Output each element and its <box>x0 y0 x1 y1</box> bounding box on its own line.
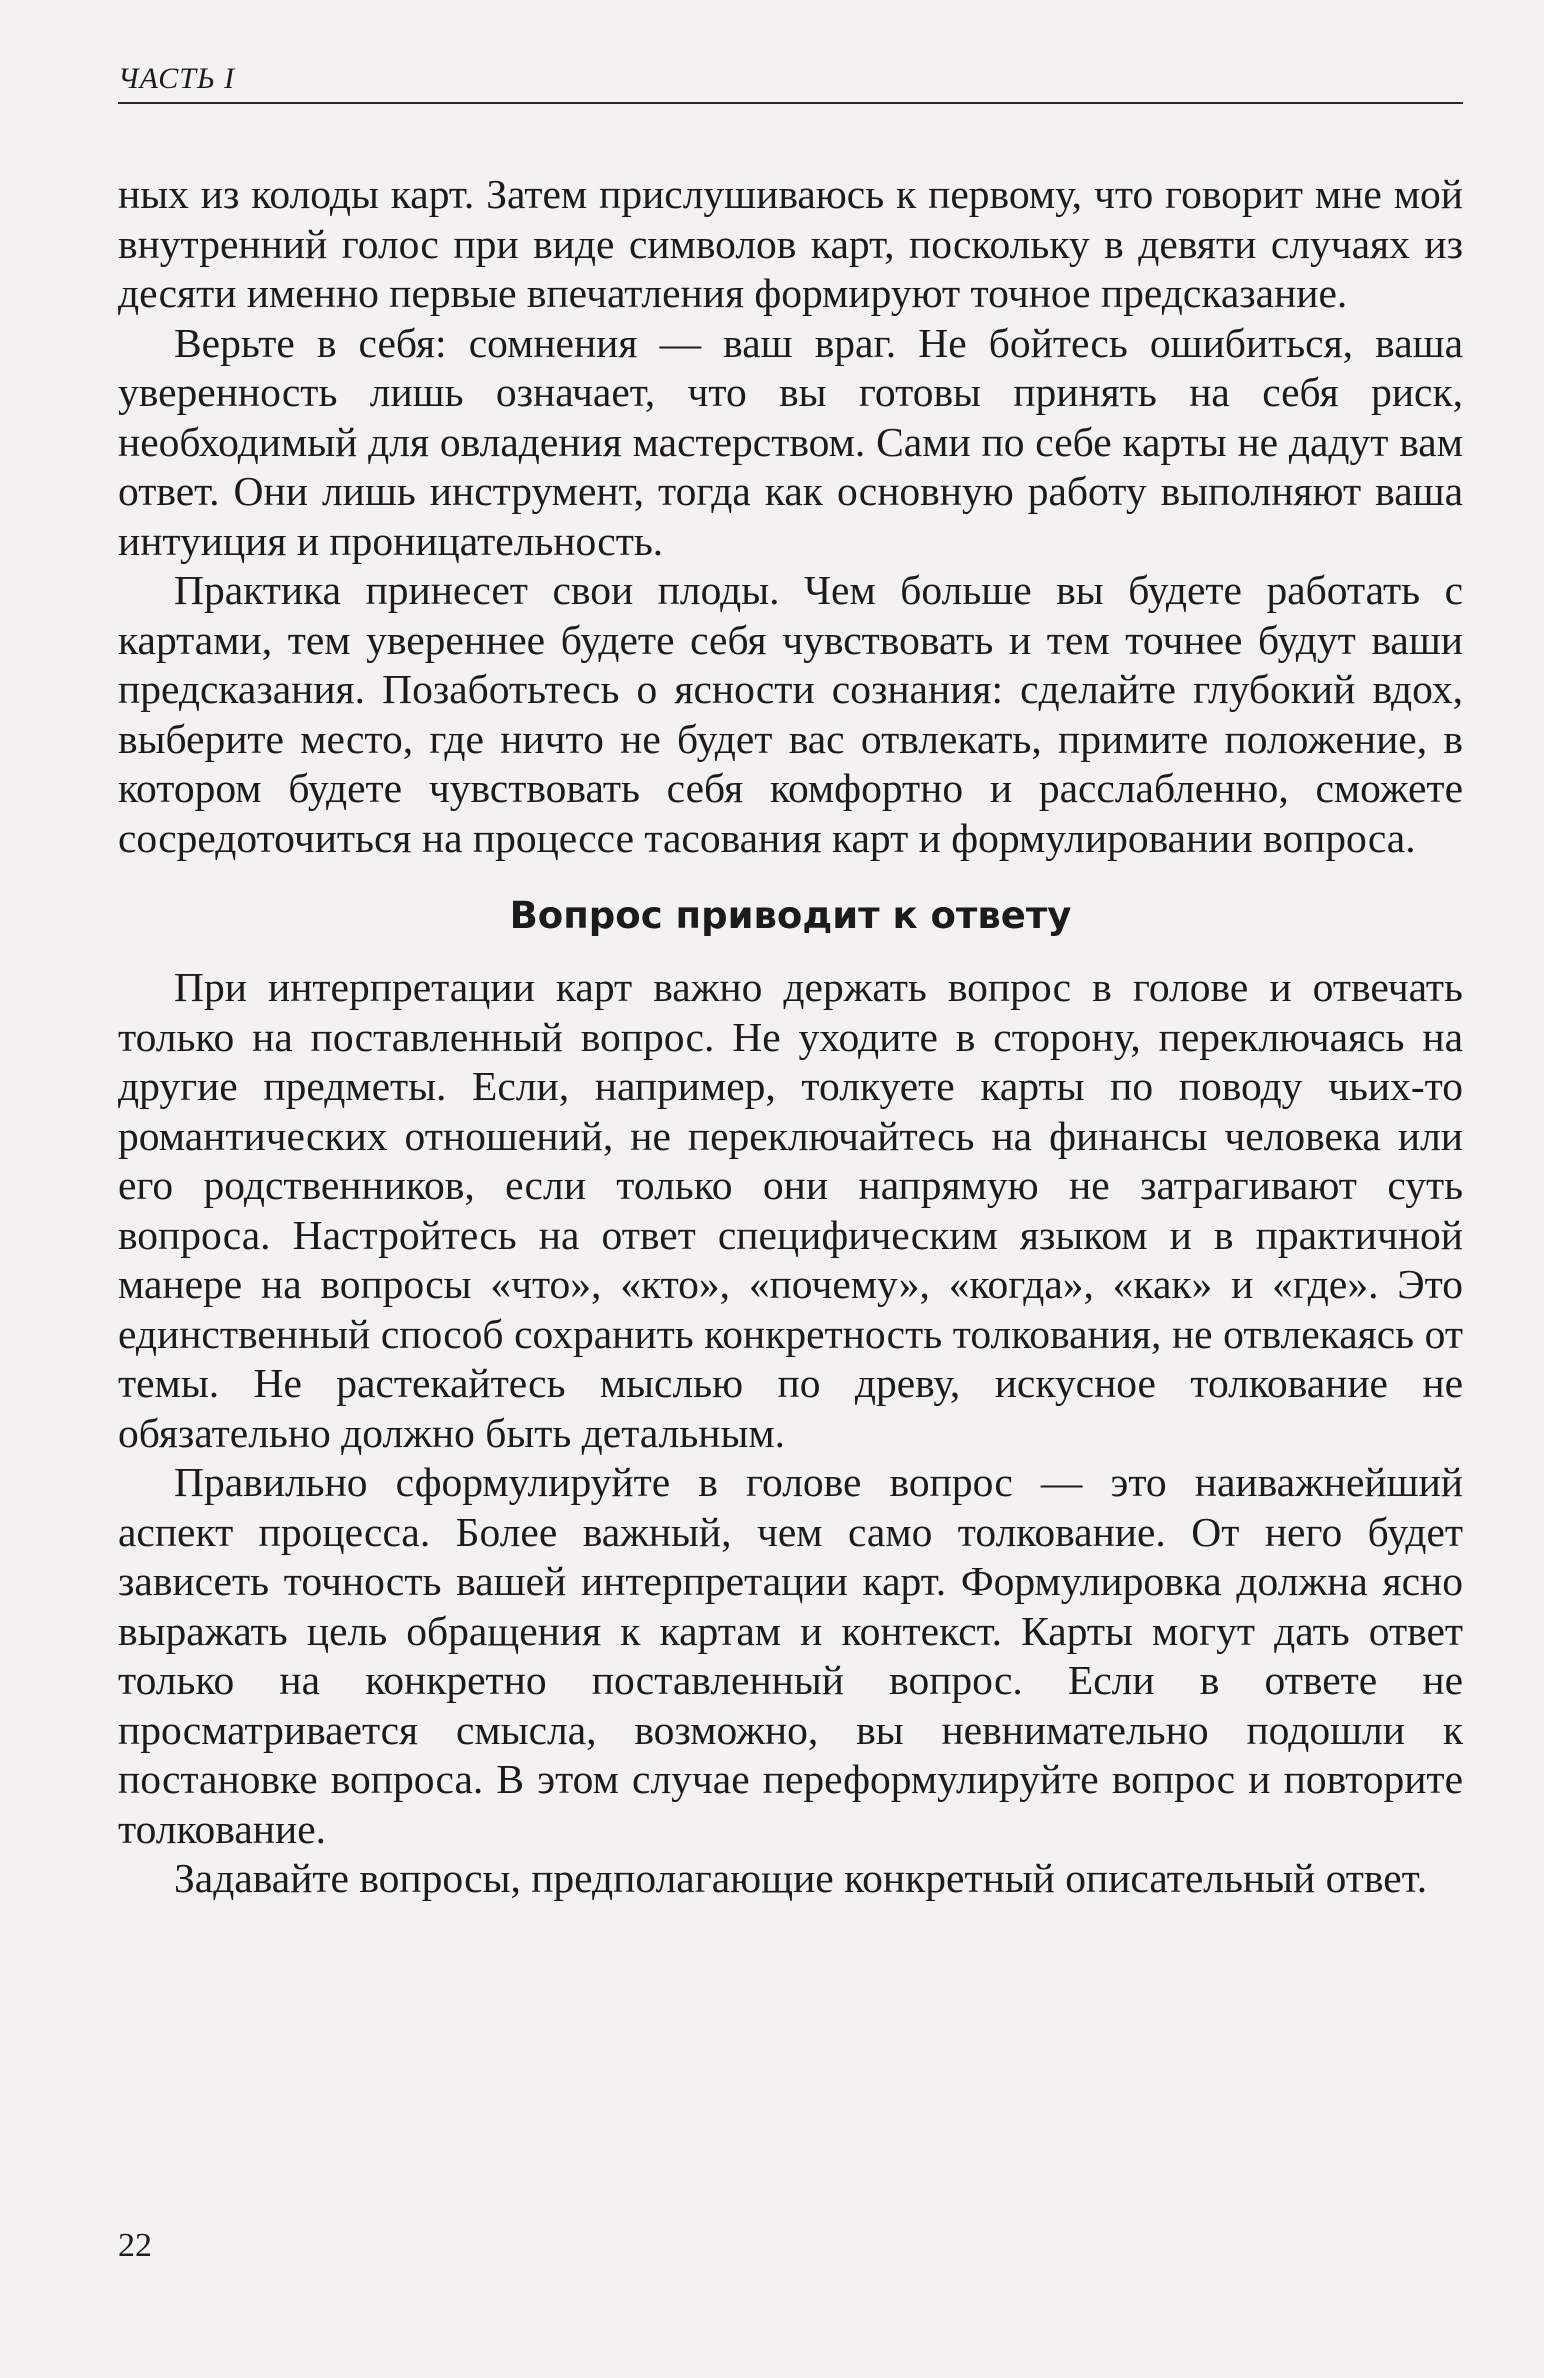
paragraph: Правильно сформулируйте в голове вопрос — это наиважнейший аспект процесса. Более важный, чем само толкование. От него будет зависеть точность вашей интерпретации карт. Формулировка должна ясно выражать цель обращения к картам и контекст. Карты могут дать ответ только на конкретно поставленный вопрос. Если в ответе не просматривается смысла, возможно, вы невнимательно подошли к постановке вопроса. В этом случае переформулируйте вопрос и повторите толкование. <box>118 1459 1463 1852</box>
header-rule <box>118 102 1463 104</box>
paragraph: Практика принесет свои плоды. Чем больше вы будете работать с картами, тем увереннее будете себя чувствовать и тем точнее будут ваши предсказания. Позаботьтесь о ясности сознания: сделайте глубокий вдох, выберите место, где ничто не будет вас отвлекать, примите положение, в котором будете чувствовать себя комфортно и расслабленно, сможете сосредоточиться на процессе тасования карт и формулировании вопроса. <box>118 567 1463 861</box>
section-heading: Вопрос приводит к ответу <box>509 894 1072 937</box>
paragraph-continued: ных из колоды карт. Затем прислушиваюсь к первому, что говорит мне мой внутренний голос при виде символов карт, поскольку в девяти случаях из десяти именно первые впечатления формируют точное предсказание. <box>118 171 1463 316</box>
running-header: ЧАСТЬ I <box>118 62 236 95</box>
page-body <box>118 170 1463 1904</box>
paragraph: Верьте в себя: сомнения — ваш враг. Не бойтесь ошибиться, ваша уверенность лишь означает, что вы готовы принять на себя риск, необходимый для овладения мастерством. Сами по себе карты не дадут вам ответ. Они лишь инструмент, тогда как основную работу выполняют ваша интуиция и проницательность. <box>118 319 1463 564</box>
paragraph: Задавайте вопросы, предполагающие конкретный описательный ответ. <box>174 1855 1428 1901</box>
page-number: 22 <box>118 2227 152 2264</box>
paragraph: При интерпретации карт важно держать вопрос в голове и отвечать только на поставленный вопрос. Не уходите в сторону, переключаясь на другие предметы. Если, например, толкуете карты по поводу чьих-то романтических отношений, не переключайтесь на финансы человека или его родственников, если только они напрямую не затрагивают суть вопроса. Настройтесь на ответ специфическим языком и в практичной манере на вопросы «что», «кто», «почему», «когда», «как» и «где». Это единственный способ сохранить конкретность толкования, не отвлекаясь от темы. Не растекайтесь мыслью по древу, искусное толкование не обязательно должно быть детальным. <box>118 964 1463 1456</box>
